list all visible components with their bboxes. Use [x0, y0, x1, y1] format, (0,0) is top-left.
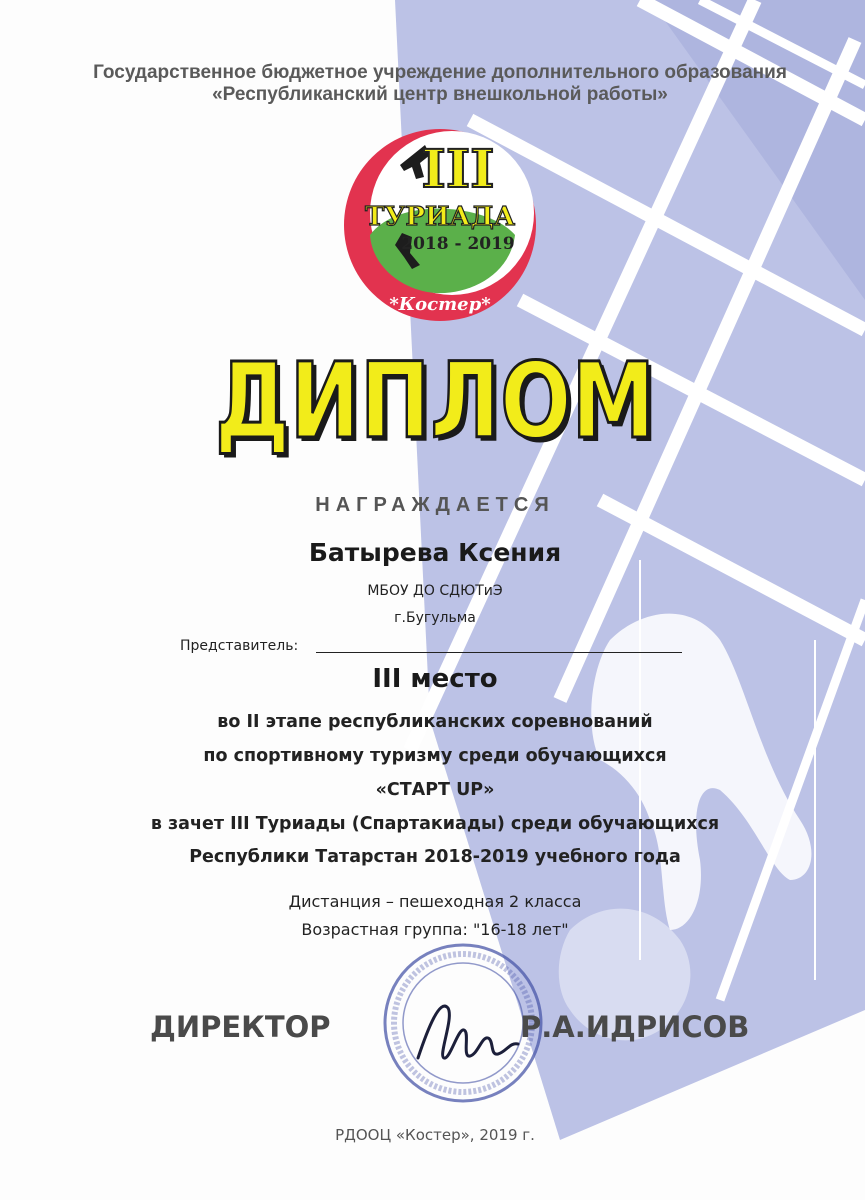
recipient-school: МБОУ ДО СДЮТиЭ [367, 583, 503, 599]
logo-brand: *Костер* [389, 294, 491, 315]
recipient-city: г.Бугульма [394, 610, 476, 626]
organization-line-2: «Республиканский центр внешкольной работы» [212, 84, 668, 105]
signature-name: Р.А.ИДРИСОВ [520, 1010, 750, 1044]
place-award: III место [372, 664, 498, 694]
organization-line-1: Государственное бюджетное учреждение дополнительного образования [93, 62, 787, 83]
description-line: «СТАРТ UP» [375, 780, 495, 800]
diploma-title-text: ДИПЛОМ [215, 340, 655, 458]
description-line: в зачет III Туриады (Спартакиады) среди обучающихся [150, 814, 720, 834]
age-group-info: Возрастная группа: "16-18 лет" [301, 920, 569, 939]
representative-blank-line [316, 652, 682, 653]
logo-years: 2018 - 2019 [401, 234, 515, 254]
description-line: Республики Татарстан 2018-2019 учебного года [189, 847, 681, 867]
logo-event-name: ТУРИАДА [364, 202, 516, 232]
stamp-text-band [394, 954, 532, 1092]
description-line: по спортивному туризму среди обучающихся [203, 746, 667, 766]
description-line: во II этапе республиканских соревнований [217, 712, 653, 732]
recipient-name: Батырева Ксения [308, 538, 562, 567]
director-signature [418, 1006, 518, 1058]
signature-role: ДИРЕКТОР [150, 1010, 331, 1044]
turiada-logo [340, 125, 540, 325]
organization-header [60, 62, 820, 106]
footer-issuer: РДООЦ «Костер», 2019 г. [335, 1126, 535, 1144]
diploma-title [200, 338, 670, 458]
stamp-inner-ring [403, 963, 523, 1083]
diploma-title-shadow: ДИПЛОМ [219, 344, 659, 458]
distance-info: Дистанция – пешеходная 2 класса [288, 892, 582, 911]
stamp-outer-ring [385, 945, 541, 1101]
logo-roman-numeral: III [421, 139, 495, 200]
awarded-label: НАГРАЖДАЕТСЯ [315, 494, 555, 516]
representative-label: Представитель: [180, 638, 299, 654]
